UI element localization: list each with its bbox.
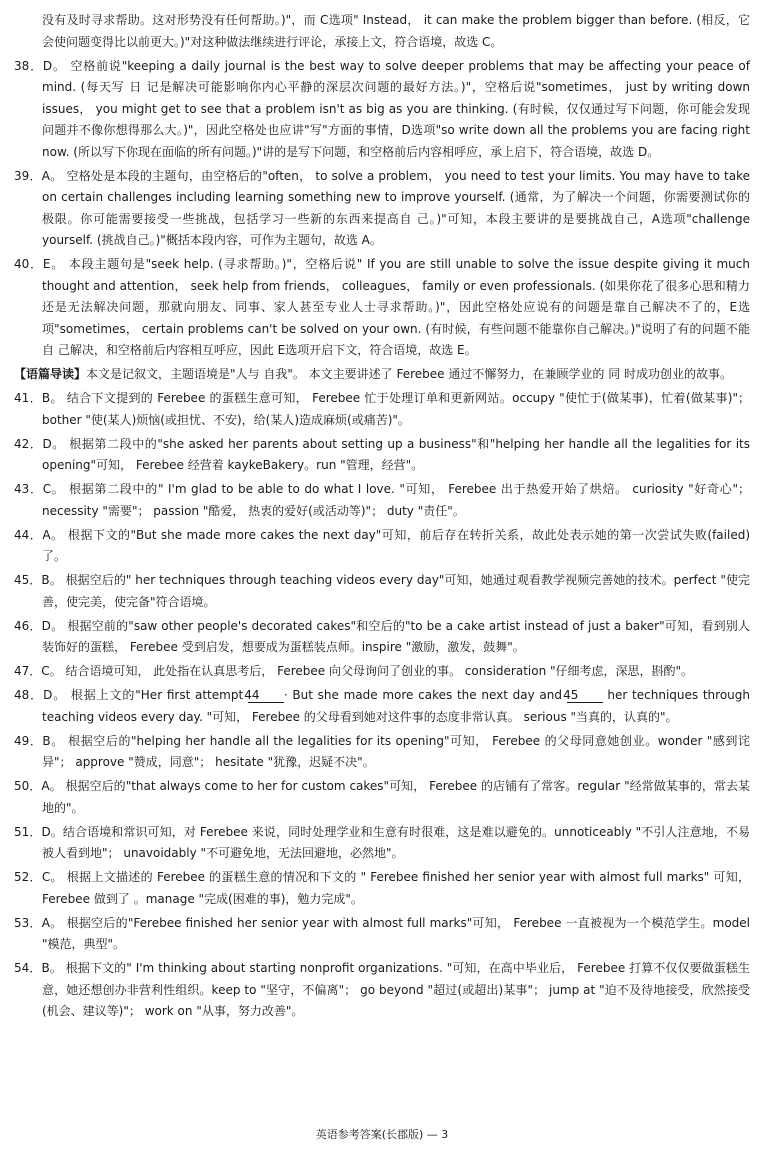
answer-number: 50． xyxy=(14,779,42,793)
answer-number: 48． xyxy=(14,688,44,702)
answer-text: A。 根据空后的"Ferebee finished her senior year with almost full marks"可知， Ferebee 一直被视为一个模范学生。model "模范，典型"。 xyxy=(41,915,750,951)
answer-item xyxy=(14,388,750,431)
answer-item xyxy=(14,570,750,613)
continuation-paragraph: 没有及时寻求帮助。这对形势没有任何帮助。)"，而 C选项" Instead， it can make the problem bigger than before. (相反，它会使问题变得比以前更大。)"对这种做法继续进行评论，承接上文，符合语境，故选 C。 xyxy=(42,13,750,49)
answer-text: C。 根据上文描述的 Ferebee 的蛋糕生意的情况和下文的 " Ferebee finished her senior year with almost full marks" 可知， Ferebee 做到了 。manage "完成(困难的事)，勉力完成"。 xyxy=(41,870,750,906)
answer-item xyxy=(14,434,750,477)
answer-list-part-a xyxy=(14,56,750,362)
answer-item xyxy=(14,822,750,865)
answer-text: D。 根据空前的"saw other people's decorated cakes"和空后的"to be a cake artist instead of just a baker"可知，看到别人装饰好的蛋糕， Ferebee 受到启发，想要成为蛋糕装点师。inspire "激励，激发，鼓舞"。 xyxy=(41,618,750,654)
answer-text: A。 根据下文的"But she made more cakes the next day"可知，前后存在转折关系，故此处表示她的第一次尝试失败(failed)了。 xyxy=(42,527,750,563)
answer-item xyxy=(14,616,750,659)
answer-text: D。 空格前说"keeping a daily journal is the best way to solve deeper problems that may be affecting your peace of mind. (每天写 日 记是解决可能影响你内心平静的深层次问题的最好方法。)"，空格后说"sometimes， just by writing down issues， you might get to see that a problem isn't as big as you are thinking. (有时候，仅仅通过写下问题，你可能会发现问题并不像你想得那么大。)"，因此空格处也应讲"写"方面的事情，D选项"so write down all the problems you are facing right now. (所以写下你现在面临的所有问题。)"讲的是写下问题，和空格前后内容相呼应，承上启下，符合语境，故选 D。 xyxy=(42,58,750,159)
answer-number: 49． xyxy=(14,733,43,748)
answer-text: D。结合语境和常识可知，对 Ferebee 来说，同时处理学业和生意有时很难，这是难以避免的。unnoticeably "不引人注意地，不易被人看到地"； unavoidably "不可避免地，无法回避地，必然地"。 xyxy=(41,824,750,860)
answer-item xyxy=(14,525,750,568)
answer-item xyxy=(14,685,750,728)
answer-text: A。 空格处是本段的主题句，由空格后的"often， to solve a problem， you need to test your limits. You may have to take on certain challenges including learning something new to improve yourself. (通常，为了解决一个问题，你需要测试你的极限。你可能需要接受一些挑战，包括学习一些新的东西来提高自 己。)"可知，本段主要讲的是要挑战自己，A选项"challenge yourself. (挑战自己。)"概括本段内容，可作为主题句，故选 A。 xyxy=(41,168,750,247)
reading-guide xyxy=(14,364,750,386)
answer-text: · But she made more cakes the next day and xyxy=(283,688,567,702)
answer-text: A。 根据空后的"that always come to her for custom cakes"可知， Ferebee 的店铺有了常客。regular "经常做某事的，常去某地的"。 xyxy=(41,779,750,815)
answer-item xyxy=(14,479,750,522)
answer-text: her techniques through teaching videos every day. "可知， Ferebee 的父母看到她对这件事的态度非常认真。 serious "当真的，认真的"。 xyxy=(42,688,750,724)
blank-45: 45 xyxy=(567,688,603,703)
answer-number: 39． xyxy=(14,168,42,183)
answer-item xyxy=(14,958,750,1023)
answer-number: 42． xyxy=(14,436,43,451)
answer-number: 40． xyxy=(14,257,43,271)
answer-text: D。 根据上文的"Her first attempt xyxy=(43,688,248,702)
answer-item xyxy=(14,56,750,164)
answer-number: 41． xyxy=(14,391,42,405)
blank-44: 44 xyxy=(248,688,284,703)
answer-item xyxy=(14,166,750,252)
reading-guide-title: 【语篇导读】 xyxy=(14,367,87,381)
answer-text: D。 根据第二段中的"she asked her parents about setting up a business"和"helping her handle all the legalities for its opening"可知， Ferebee 经营着 kaykeBakery。run "管理，经营"。 xyxy=(42,436,750,472)
answer-number: 54． xyxy=(14,961,42,975)
answer-number: 45． xyxy=(14,573,42,587)
answer-number: 44． xyxy=(14,527,43,542)
answer-item xyxy=(14,913,750,956)
answer-number: 52． xyxy=(14,870,42,884)
answer-number: 43． xyxy=(14,482,43,496)
answer-number: 51． xyxy=(14,824,42,839)
answer-item xyxy=(14,867,750,910)
answer-text: E。 本段主题句是"seek help. (寻求帮助。)"，空格后说" If you are still unable to solve the issue despite giving it much thought and attention， seek help from friends， colleagues， family or even professionals. (如果你花了很多心思和精力还是无法解决问题，那就向朋友、同事、家人甚至专业人士寻求帮助。)"，因此空格处应说有的问题是靠自己解决不了的，E选项"sometimes， certain problems can't be solved on your own. (有时候，有些问题不能靠你自己解决。)"说明了有的问题不能自 己解决，和空格前后内容相互呼应，因此 E选项开启下文，符合语境，故选 E。 xyxy=(42,257,750,357)
answer-item xyxy=(14,776,750,819)
answer-text: C。 结合语境可知， 此处指在认真思考后， Ferebee 向父母询问了创业的事。 consideration "仔细考虑，深思，斟酌"。 xyxy=(41,664,694,678)
reading-guide-text: 本文是记叙文，主题语境是"人与 自我"。 本文主要讲述了 Ferebee 通过不懈努力，在兼顾学业的 同 时成功创业的故事。 xyxy=(86,367,733,381)
answer-item xyxy=(14,254,750,362)
answer-item xyxy=(14,661,750,683)
answer-number: 46． xyxy=(14,618,42,633)
answer-text: C。 根据第二段中的" I'm glad to be able to do what I love. "可知， Ferebee 出于热爱开始了烘焙。 curiosity "好奇心"； necessity "需要"； passion "酷爱， 热衷的爱好(或活动等)"； duty "责任"。 xyxy=(42,482,750,518)
answer-number: 47． xyxy=(14,664,42,678)
answer-text: B。 根据下文的" I'm thinking about starting nonprofit organizations. "可知，在高中毕业后， Ferebee 打算不仅仅要做蛋糕生意，她还想创办非营利性组织。keep to "坚守，不偏离"； go beyond "超过(或超出)某事"； jump at "迫不及待地接受，欣然接受(机会、建议等)"； work on "从事，努力改善"。 xyxy=(41,961,750,1018)
answer-number: 38． xyxy=(14,58,43,73)
answer-item xyxy=(14,731,750,774)
answer-text: B。 根据空后的" her techniques through teaching videos every day"可知，她通过观看教学视频完善她的技术。perfect "使完善，使完美，使完备"符合语境。 xyxy=(41,573,750,609)
answer-text: B。 结合下文提到的 Ferebee 的蛋糕生意可知， Ferebee 忙于处理订单和更新网站。occupy "使忙于(做某事)，忙着(做某事)"； bother "使(某人)烦恼(或担忧、不安)，给(某人)造成麻烦(或痛苦)"。 xyxy=(41,391,750,427)
answer-list-part-c xyxy=(14,731,750,1023)
answer-number: 53． xyxy=(14,915,42,930)
answer-text: B。 根据空后的"helping her handle all the legalities for its opening"可知， Ferebee 的父母同意她创业。wonder "感到诧异"； approve "赞成，同意"； hesitate "犹豫，迟疑不决"。 xyxy=(42,733,750,769)
answer-list-part-b xyxy=(14,388,750,683)
page-footer: 英语参考答案(长郡版) — 3 xyxy=(315,1128,449,1141)
